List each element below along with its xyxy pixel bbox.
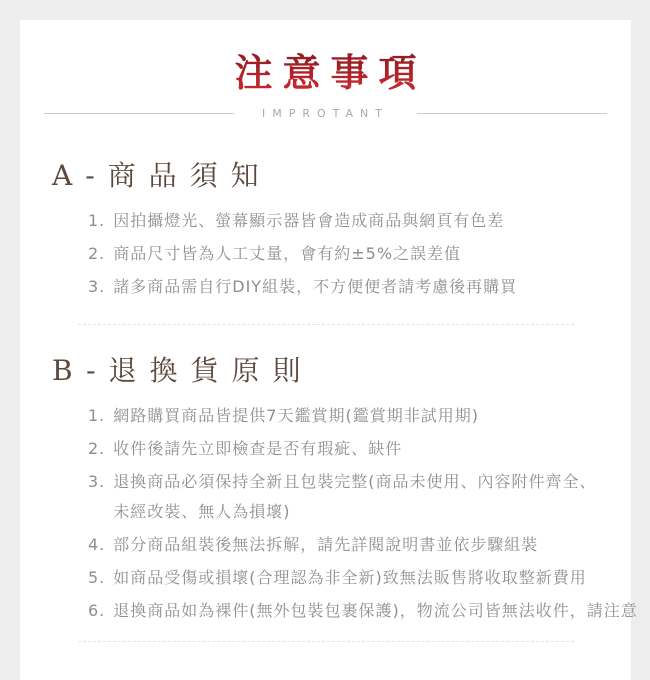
item-text: 退換商品如為裸件(無外包裝包裹保護)，物流公司皆無法收件，請注意 — [113, 601, 638, 620]
item-number: 3. — [88, 472, 106, 491]
item-text: 部分商品組裝後無法拆解，請先詳閱說明書並依步驟組裝 — [113, 535, 539, 554]
page-title: 注意事項 — [20, 50, 631, 95]
item-text: 因拍攝燈光、螢幕顯示器皆會造成商品與網頁有色差 — [113, 211, 505, 230]
section-product-notes — [20, 160, 631, 302]
content-card — [20, 20, 638, 680]
list-item — [88, 467, 631, 527]
list-item — [88, 563, 631, 593]
subtitle-rule-right — [417, 113, 607, 114]
section-a-list — [88, 206, 631, 302]
item-number: 6. — [88, 601, 106, 620]
item-number: 3. — [88, 277, 106, 296]
section-divider — [78, 324, 574, 325]
item-number: 4. — [88, 535, 106, 554]
item-text: 商品尺寸皆為人工丈量，會有約±5%之誤差值 — [113, 244, 462, 263]
item-number: 2. — [88, 439, 106, 458]
section-b-list — [88, 401, 638, 626]
subtitle-row — [20, 107, 631, 120]
item-number: 2. — [88, 244, 106, 263]
item-text: 如商品受傷或損壞(合理認為非全新)致無法販售將收取整新費用 — [113, 568, 587, 587]
item-number: 1. — [88, 211, 106, 230]
subtitle-rule-left — [44, 113, 234, 114]
list-item — [88, 401, 631, 431]
page-subtitle: IMPROTANT — [261, 107, 389, 120]
section-divider — [78, 641, 574, 642]
section-a-heading: A-商品須知 — [52, 159, 272, 192]
item-number: 5. — [88, 568, 106, 587]
item-text: 網路購買商品皆提供7天鑑賞期(鑑賞期非試用期) — [113, 406, 479, 425]
item-text: 收件後請先立即檢查是否有瑕疵、缺件 — [113, 439, 403, 458]
list-item — [88, 206, 631, 236]
item-text-line: 退換商品必須保持全新且包裝完整(商品未使用、內容附件齊全、 — [113, 472, 597, 491]
item-number: 1. — [88, 406, 106, 425]
list-item — [88, 596, 638, 626]
section-return-policy — [20, 354, 638, 626]
item-text: 諸多商品需自行DIY組裝，不方便便者請考慮後再購買 — [113, 277, 518, 296]
item-text — [113, 467, 596, 527]
list-item — [88, 272, 631, 302]
section-b-heading: B-退換貨原則 — [52, 354, 314, 387]
item-text-line: 未經改裝、無人為損壞) — [113, 502, 291, 521]
list-item — [88, 239, 631, 269]
list-item — [88, 530, 631, 560]
list-item — [88, 434, 631, 464]
